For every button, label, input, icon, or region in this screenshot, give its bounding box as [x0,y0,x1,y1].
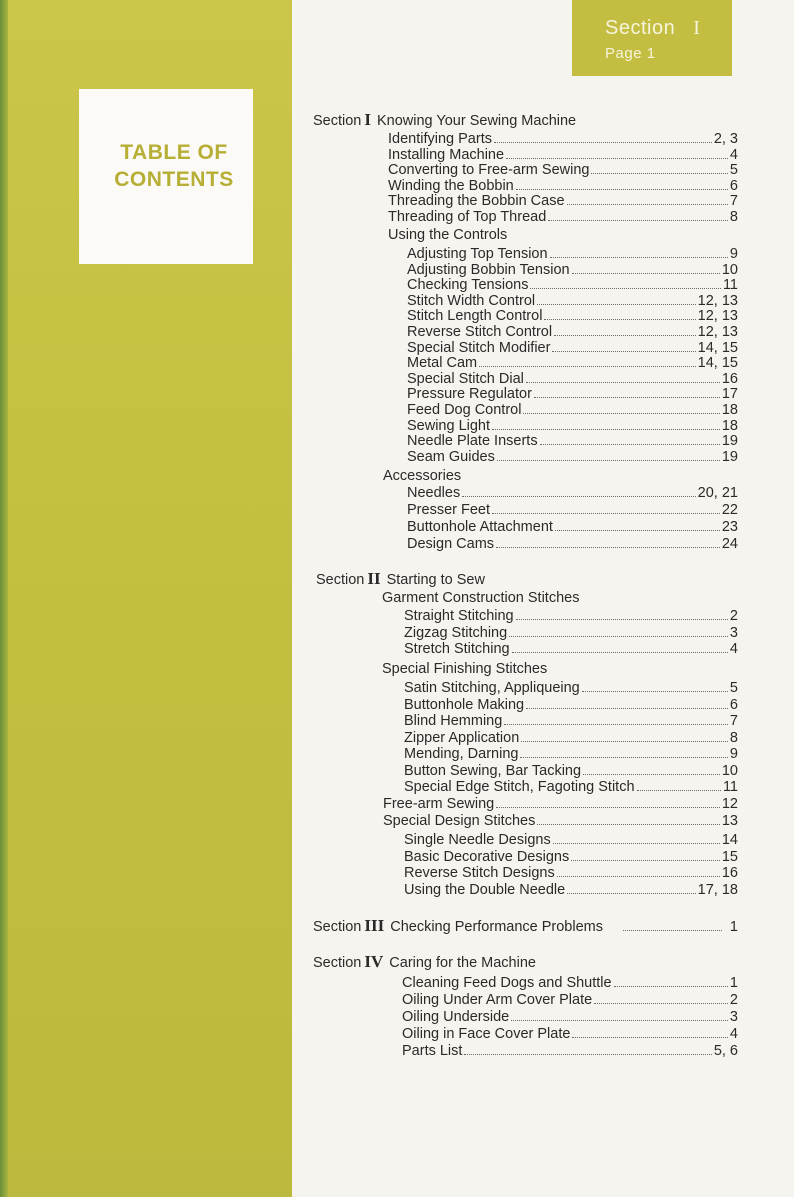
dot-leader [591,162,727,174]
dot-leader [492,502,720,514]
toc-entry-page: 14 [721,832,738,848]
dot-leader [550,246,728,258]
dot-leader [479,355,696,367]
dot-leader [521,730,728,742]
dot-leader [572,262,720,274]
toc-entry-page: 5 [729,162,738,179]
toc-entry [407,293,738,309]
toc-entry [404,849,738,865]
toc-title-line2: CONTENTS [114,168,234,191]
section-3-header [313,918,738,936]
toc-entry-title: Sewing Light [407,417,491,434]
toc-entry-title: Reverse Stitch Designs [404,865,555,881]
toc-entry [402,1009,738,1025]
toc-entry-page: 14, 15 [697,339,738,356]
toc-entry-page: 2, 3 [713,131,738,147]
toc-entry-page: 5, 6 [713,1043,738,1059]
toc-entry [404,882,738,898]
badge-page: Page 1 [605,45,656,62]
toc-entry-page: 16 [721,370,738,387]
toc-entry-title: Special Edge Stitch, Fagoting Stitch [404,779,635,795]
toc-entry-title: Special Stitch Modifier [407,339,551,356]
toc-entry-title: Satin Stitching, Appliqueing [404,680,580,696]
toc-entry-title: Adjusting Top Tension [407,246,548,262]
toc-entry-page: 17, 18 [697,881,738,898]
dot-leader [526,371,720,383]
dot-leader [506,147,728,159]
toc-entry-page: 4 [729,146,738,163]
toc-entry-title: Threading of Top Thread [388,209,547,225]
dot-leader [594,992,728,1004]
toc-entry-page: 19 [721,448,738,465]
toc-entry-title: Needle Plate Inserts [407,433,538,450]
toc-entry [407,355,738,371]
section-roman: II [367,569,381,588]
toc-entry [388,131,738,147]
dot-leader [530,277,720,289]
dot-leader [526,697,728,709]
dot-leader [557,865,720,877]
toc-entry [407,246,738,262]
toc-entry-page: 18 [721,417,738,434]
section-label: Section [313,919,362,935]
section-4-header [313,953,536,971]
section-title: Starting to Sew [386,572,485,588]
dot-leader [494,131,712,143]
dot-leader [497,449,720,461]
dot-leader [544,308,695,320]
toc-title-line1: TABLE OF [120,141,228,164]
toc-entry [388,193,738,209]
toc-entry [407,308,738,324]
toc-entry [407,402,738,418]
toc-entry-page: 23 [721,519,738,535]
toc-entry-title: Pressure Regulator [407,386,532,403]
toc-entry-title: Checking Tensions [407,277,529,294]
toc-entry-title: Feed Dog Control [407,402,522,418]
toc-entry-page: 20, 21 [697,485,738,501]
toc-entry-title: Metal Cam [407,355,478,372]
toc-entry-page: 2 [729,608,738,624]
toc-entry-title: Straight Stitching [404,608,514,624]
toc-entry [404,746,738,762]
dot-leader [534,386,720,398]
toc-entry-page: 18 [721,402,738,418]
toc-entry [407,324,738,340]
toc-entry-title: Converting to Free-arm Sewing [388,162,590,179]
toc-entry-page: 7 [729,193,738,210]
toc-entry-title: Reverse Stitch Control [407,324,553,340]
dot-leader [555,519,720,531]
toc-entry-title: Oiling in Face Cover Plate [402,1026,571,1042]
section-label: Section [313,113,362,129]
toc-entry [407,433,738,449]
toc-entry [407,371,738,387]
dot-leader [462,485,695,497]
toc-entry [407,262,738,278]
toc-entry-page: 12, 13 [697,308,738,325]
toc-entry-page: 3 [729,624,738,641]
toc-entry-page: 2 [729,992,738,1008]
toc-entry [407,386,738,402]
toc-entry-page: 4 [729,1026,738,1042]
toc-entry-title: Cleaning Feed Dogs and Shuttle [402,975,612,991]
dot-leader [496,536,720,548]
dot-leader [582,680,728,692]
toc-entry [402,992,738,1008]
toc-entry-title: Seam Guides [407,448,495,465]
dot-leader [537,293,696,305]
toc-entry-page: 6 [729,177,738,194]
subheading-accessories: Accessories [383,468,462,484]
dot-leader [516,608,728,620]
dot-leader [492,418,720,430]
toc-entry-page: 1 [729,919,738,935]
toc-entry [404,763,738,779]
toc-entry-page: 7 [729,713,738,729]
toc-entry-page: 13 [721,813,738,829]
toc-entry-page: 1 [729,975,738,991]
dot-leader [572,1026,727,1038]
toc-entry-page: 11 [722,779,738,795]
toc-entry-title: Using the Double Needle [404,881,566,898]
dot-leader [520,746,727,758]
toc-entry [404,641,738,657]
toc-entry [407,449,738,465]
section-roman: III [364,916,385,935]
toc-entry-title: Oiling Under Arm Cover Plate [402,992,593,1008]
toc-entry [404,832,738,848]
toc-entry [388,147,738,163]
toc-entry-title: Button Sewing, Bar Tacking [404,762,582,779]
toc-entry [407,277,738,293]
toc-entry-page: 22 [721,502,738,518]
dot-leader [637,779,721,791]
dot-leader [511,1009,728,1021]
toc-entry-title: Stitch Length Control [407,308,543,325]
toc-entry-page: 9 [729,246,738,262]
toc-entry-title: Oiling Underside [402,1009,510,1025]
toc-entry [407,418,738,434]
subheading-controls: Using the Controls [388,227,508,243]
toc-entry-title: Design Cams [407,536,495,552]
toc-entry-title: Identifying Parts [388,131,492,147]
section-label: Section [313,955,362,971]
dot-leader [614,975,728,987]
toc-entry [407,536,738,552]
badge-section-label: Section [605,17,676,39]
toc-entry [402,1043,738,1059]
dot-leader [537,813,720,825]
toc-entry [388,209,738,225]
toc-entry-title: Needles [407,485,461,501]
toc-entry-title: Winding the Bobbin [388,177,514,194]
subheading-finishing: Special Finishing Stitches [382,661,548,677]
toc-entry [402,1026,738,1042]
toc-entry-title: Installing Machine [388,146,505,163]
toc-entry [404,680,738,696]
toc-entry [407,502,738,518]
toc-entry [404,730,738,746]
toc-entry [404,608,738,624]
dot-leader [623,919,722,931]
section-title: Checking Performance Problems [390,919,603,935]
dot-leader [496,796,720,808]
toc-entry [404,779,738,795]
toc-entry-title: Single Needle Designs [404,832,551,848]
toc-entry-title: Special Stitch Dial [407,370,524,387]
dot-leader [516,178,728,190]
toc-entry-title: Stretch Stitching [404,641,510,657]
toc-entry-page: 12, 13 [697,324,738,340]
section-label: Section [316,572,365,588]
toc-entry-page: 24 [721,536,738,552]
dot-leader [583,763,720,775]
toc-entry-title: Zigzag Stitching [404,624,508,641]
toc-entry-page: 17 [721,386,738,403]
toc-entry-title: Mending, Darning [404,746,519,762]
toc-entry [404,697,738,713]
toc-entry-title: Special Design Stitches [383,813,536,829]
dot-leader [548,209,728,221]
toc-entry-page: 10 [721,261,738,278]
dot-leader [552,340,695,352]
dot-leader [509,625,728,637]
toc-entry [402,975,738,991]
dot-leader [504,713,728,725]
dot-leader [567,882,695,894]
badge-section-roman: I [693,17,701,39]
toc-entry-title: Zipper Application [404,729,520,746]
toc-entry [404,713,738,729]
toc-entry-page: 8 [729,729,738,746]
toc-entry-title: Buttonhole Making [404,696,525,713]
dot-leader [554,324,696,336]
toc-entry-title: Adjusting Bobbin Tension [407,261,570,278]
toc-entry-title: Parts List [402,1043,463,1059]
dot-leader [553,832,720,844]
toc-entry [388,178,738,194]
section-title: Caring for the Machine [389,955,536,971]
toc-entry [383,796,738,812]
toc-entry-page: 16 [721,865,738,881]
toc-entry-page: 15 [721,848,738,865]
dot-leader [567,193,728,205]
toc-entry-page: 9 [729,746,738,762]
toc-entry-title: Presser Feet [407,502,490,518]
toc-entry-page: 19 [721,433,738,450]
toc-entry-page: 6 [729,696,738,713]
toc-entry-title: Free-arm Sewing [383,796,495,812]
subheading-garment: Garment Construction Stitches [382,590,580,606]
toc-entry [404,865,738,881]
section-2-header [316,570,485,588]
toc-entry [388,162,738,178]
toc-entry [383,813,738,829]
section-roman: I [364,110,371,129]
section-1-header [313,111,576,129]
toc-entry-page: 8 [729,209,738,225]
toc-entry-page: 4 [729,641,738,657]
toc-entry-title: Basic Decorative Designs [404,848,570,865]
dot-leader [540,433,720,445]
toc-entry-page: 10 [721,762,738,779]
toc-entry [407,340,738,356]
dot-leader [512,641,728,653]
dot-leader [523,402,719,414]
section-roman: IV [364,952,384,971]
toc-entry-page: 3 [729,1009,738,1025]
toc-entry-title: Blind Hemming [404,713,503,729]
toc-entry [407,485,738,501]
dot-leader [464,1043,711,1055]
toc-entry-title: Threading the Bobbin Case [388,193,565,210]
toc-entry-title: Buttonhole Attachment [407,519,553,535]
section-title: Knowing Your Sewing Machine [377,113,577,129]
toc-entry-title: Stitch Width Control [407,292,536,309]
toc-entry [407,519,738,535]
toc-entry-page: 11 [722,277,738,294]
toc-entry [404,625,738,641]
toc-entry-page: 5 [729,680,738,696]
toc-entry-page: 12 [721,796,738,812]
toc-entry-page: 14, 15 [697,355,738,372]
toc-entry-page: 12, 13 [697,292,738,309]
dot-leader [571,849,720,861]
